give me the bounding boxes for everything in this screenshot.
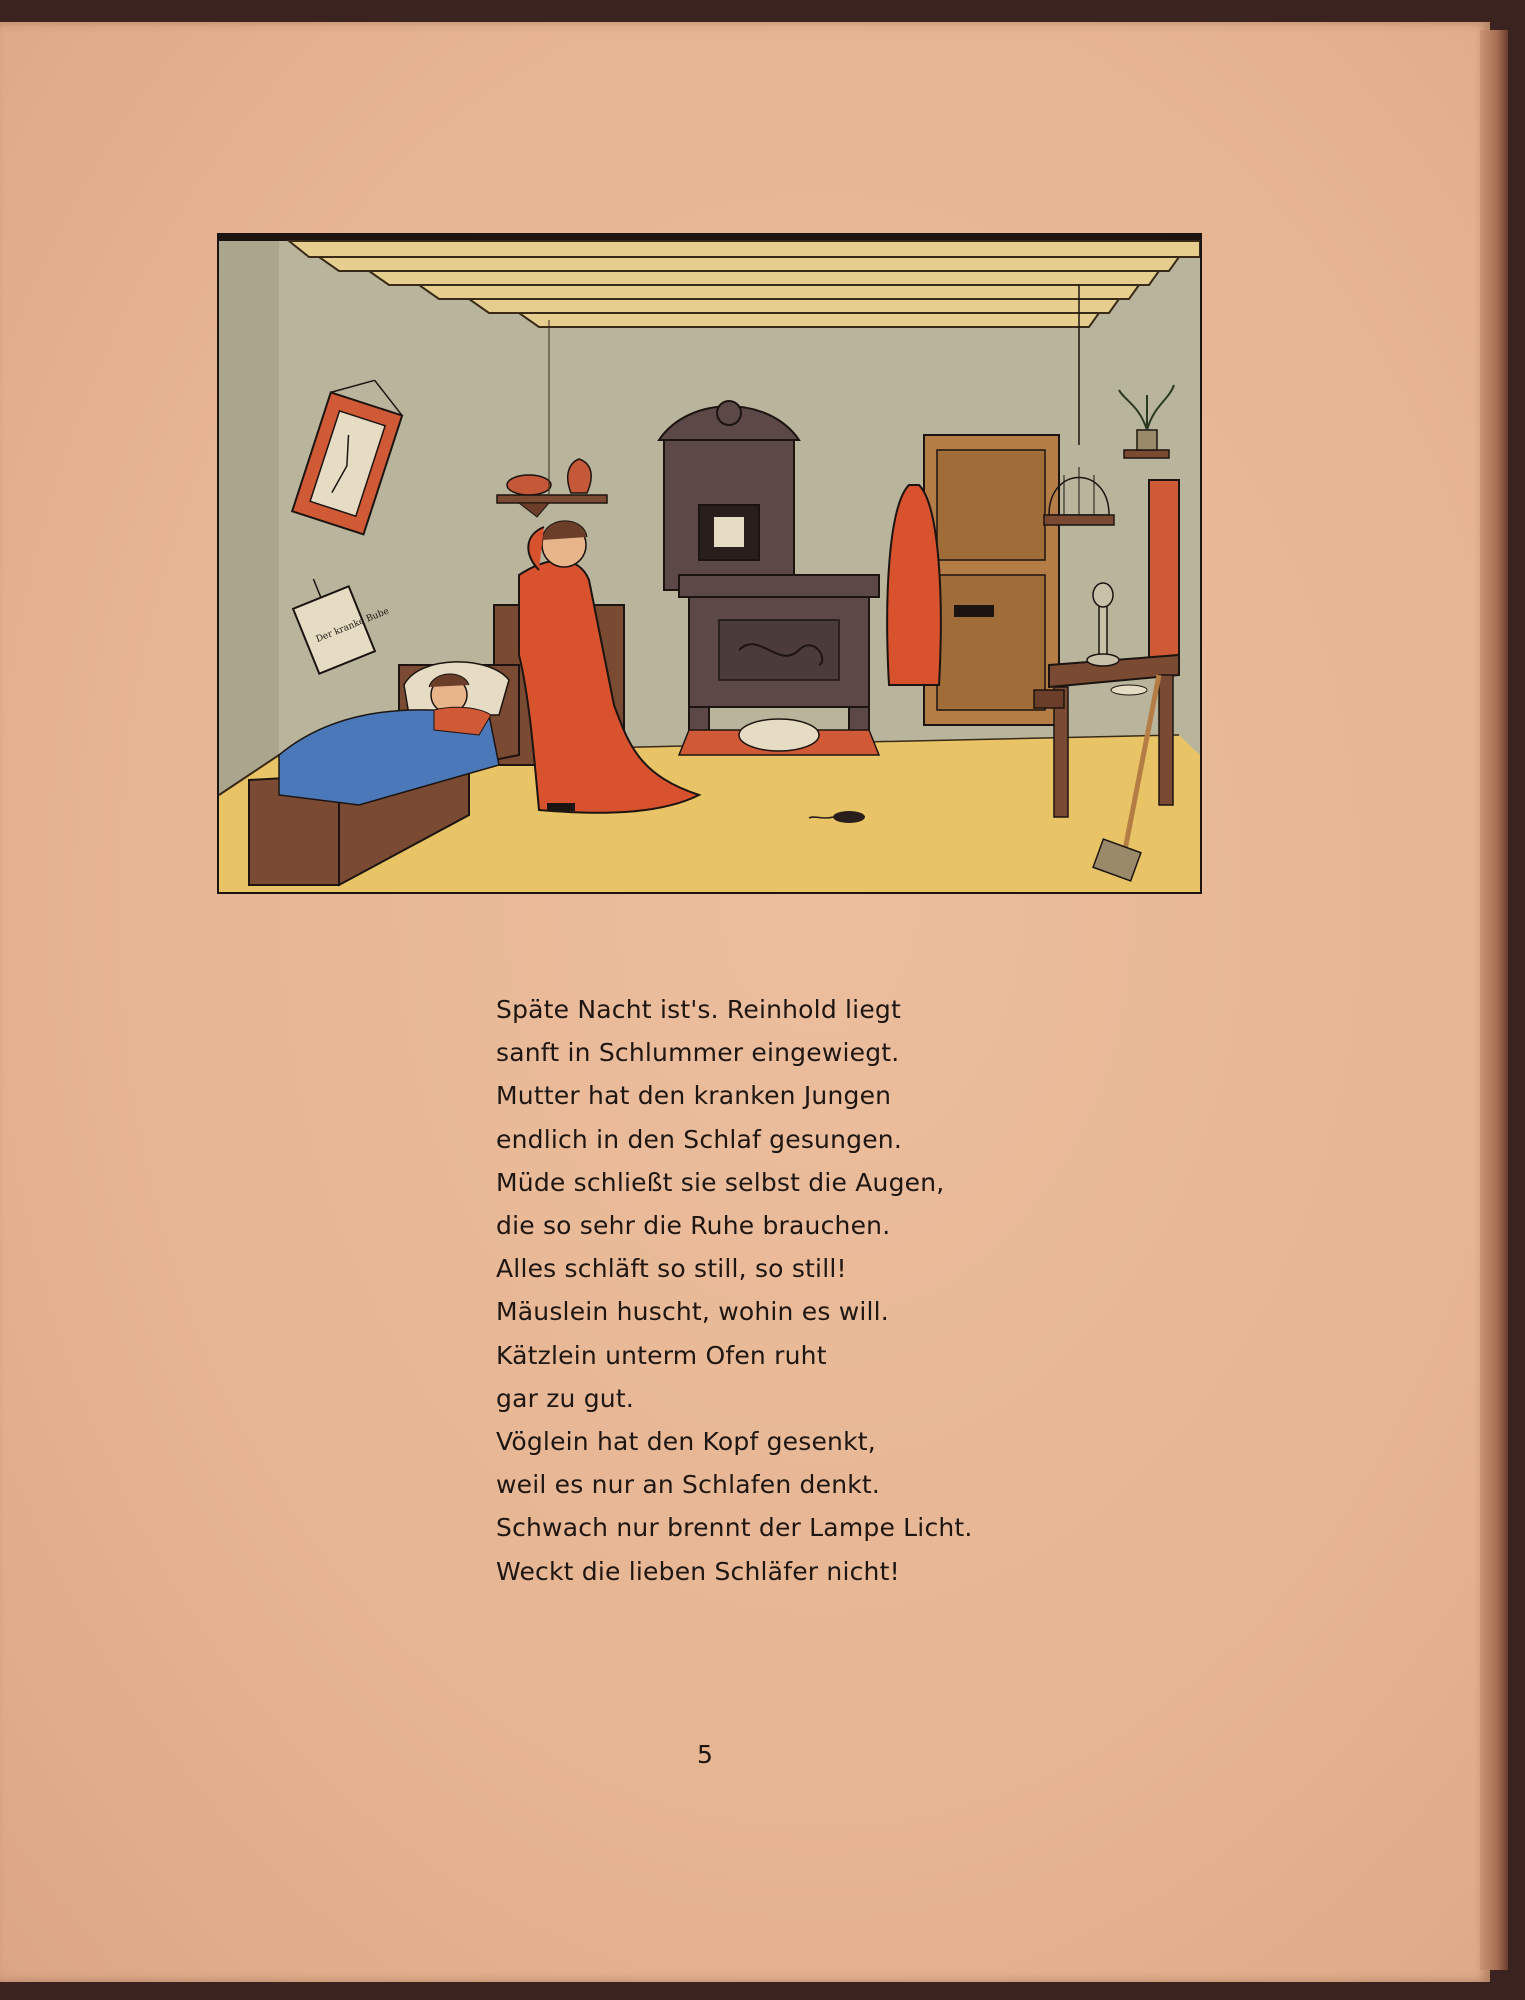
mouse xyxy=(833,811,865,823)
poem-line: weil es nur an Schlafen denkt. xyxy=(496,1470,881,1500)
poem-line: gar zu gut. xyxy=(496,1383,634,1413)
poem-line: endlich in den Schlaf gesungen. xyxy=(496,1124,902,1154)
poem-line: Mäuslein huscht, wohin es will. xyxy=(496,1297,889,1327)
poem-line: Späte Nacht ist's. Reinhold liegt xyxy=(496,995,901,1024)
page-edge xyxy=(1480,30,1508,1970)
poem-line: Kätzlein unterm Ofen ruht xyxy=(496,1340,827,1370)
coat xyxy=(887,485,941,685)
poem-line: Weckt die lieben Schläfer nicht! xyxy=(496,1556,900,1586)
poem-line: Mutter hat den kranken Jungen xyxy=(496,1081,892,1111)
poem-line: Alles schläft so still, so still! xyxy=(496,1254,847,1284)
poem-line: Vöglein hat den Kopf gesenkt, xyxy=(496,1427,876,1457)
sign-text: Der kranke Bube xyxy=(314,606,391,645)
poem xyxy=(496,988,1096,1593)
door xyxy=(924,435,1059,725)
poem-line: die so sehr die Ruhe brauchen. xyxy=(496,1211,891,1241)
cat xyxy=(739,719,819,751)
wall-hanging xyxy=(1149,480,1179,660)
poem-line: Schwach nur brennt der Lampe Licht. xyxy=(496,1513,973,1543)
left-wall xyxy=(219,235,279,795)
poem-line: sanft in Schlummer eingewiegt. xyxy=(496,1038,900,1068)
poem-line: Müde schließt sie selbst die Augen, xyxy=(496,1167,945,1197)
page-number: 5 xyxy=(697,1740,713,1769)
illustration xyxy=(217,233,1202,894)
